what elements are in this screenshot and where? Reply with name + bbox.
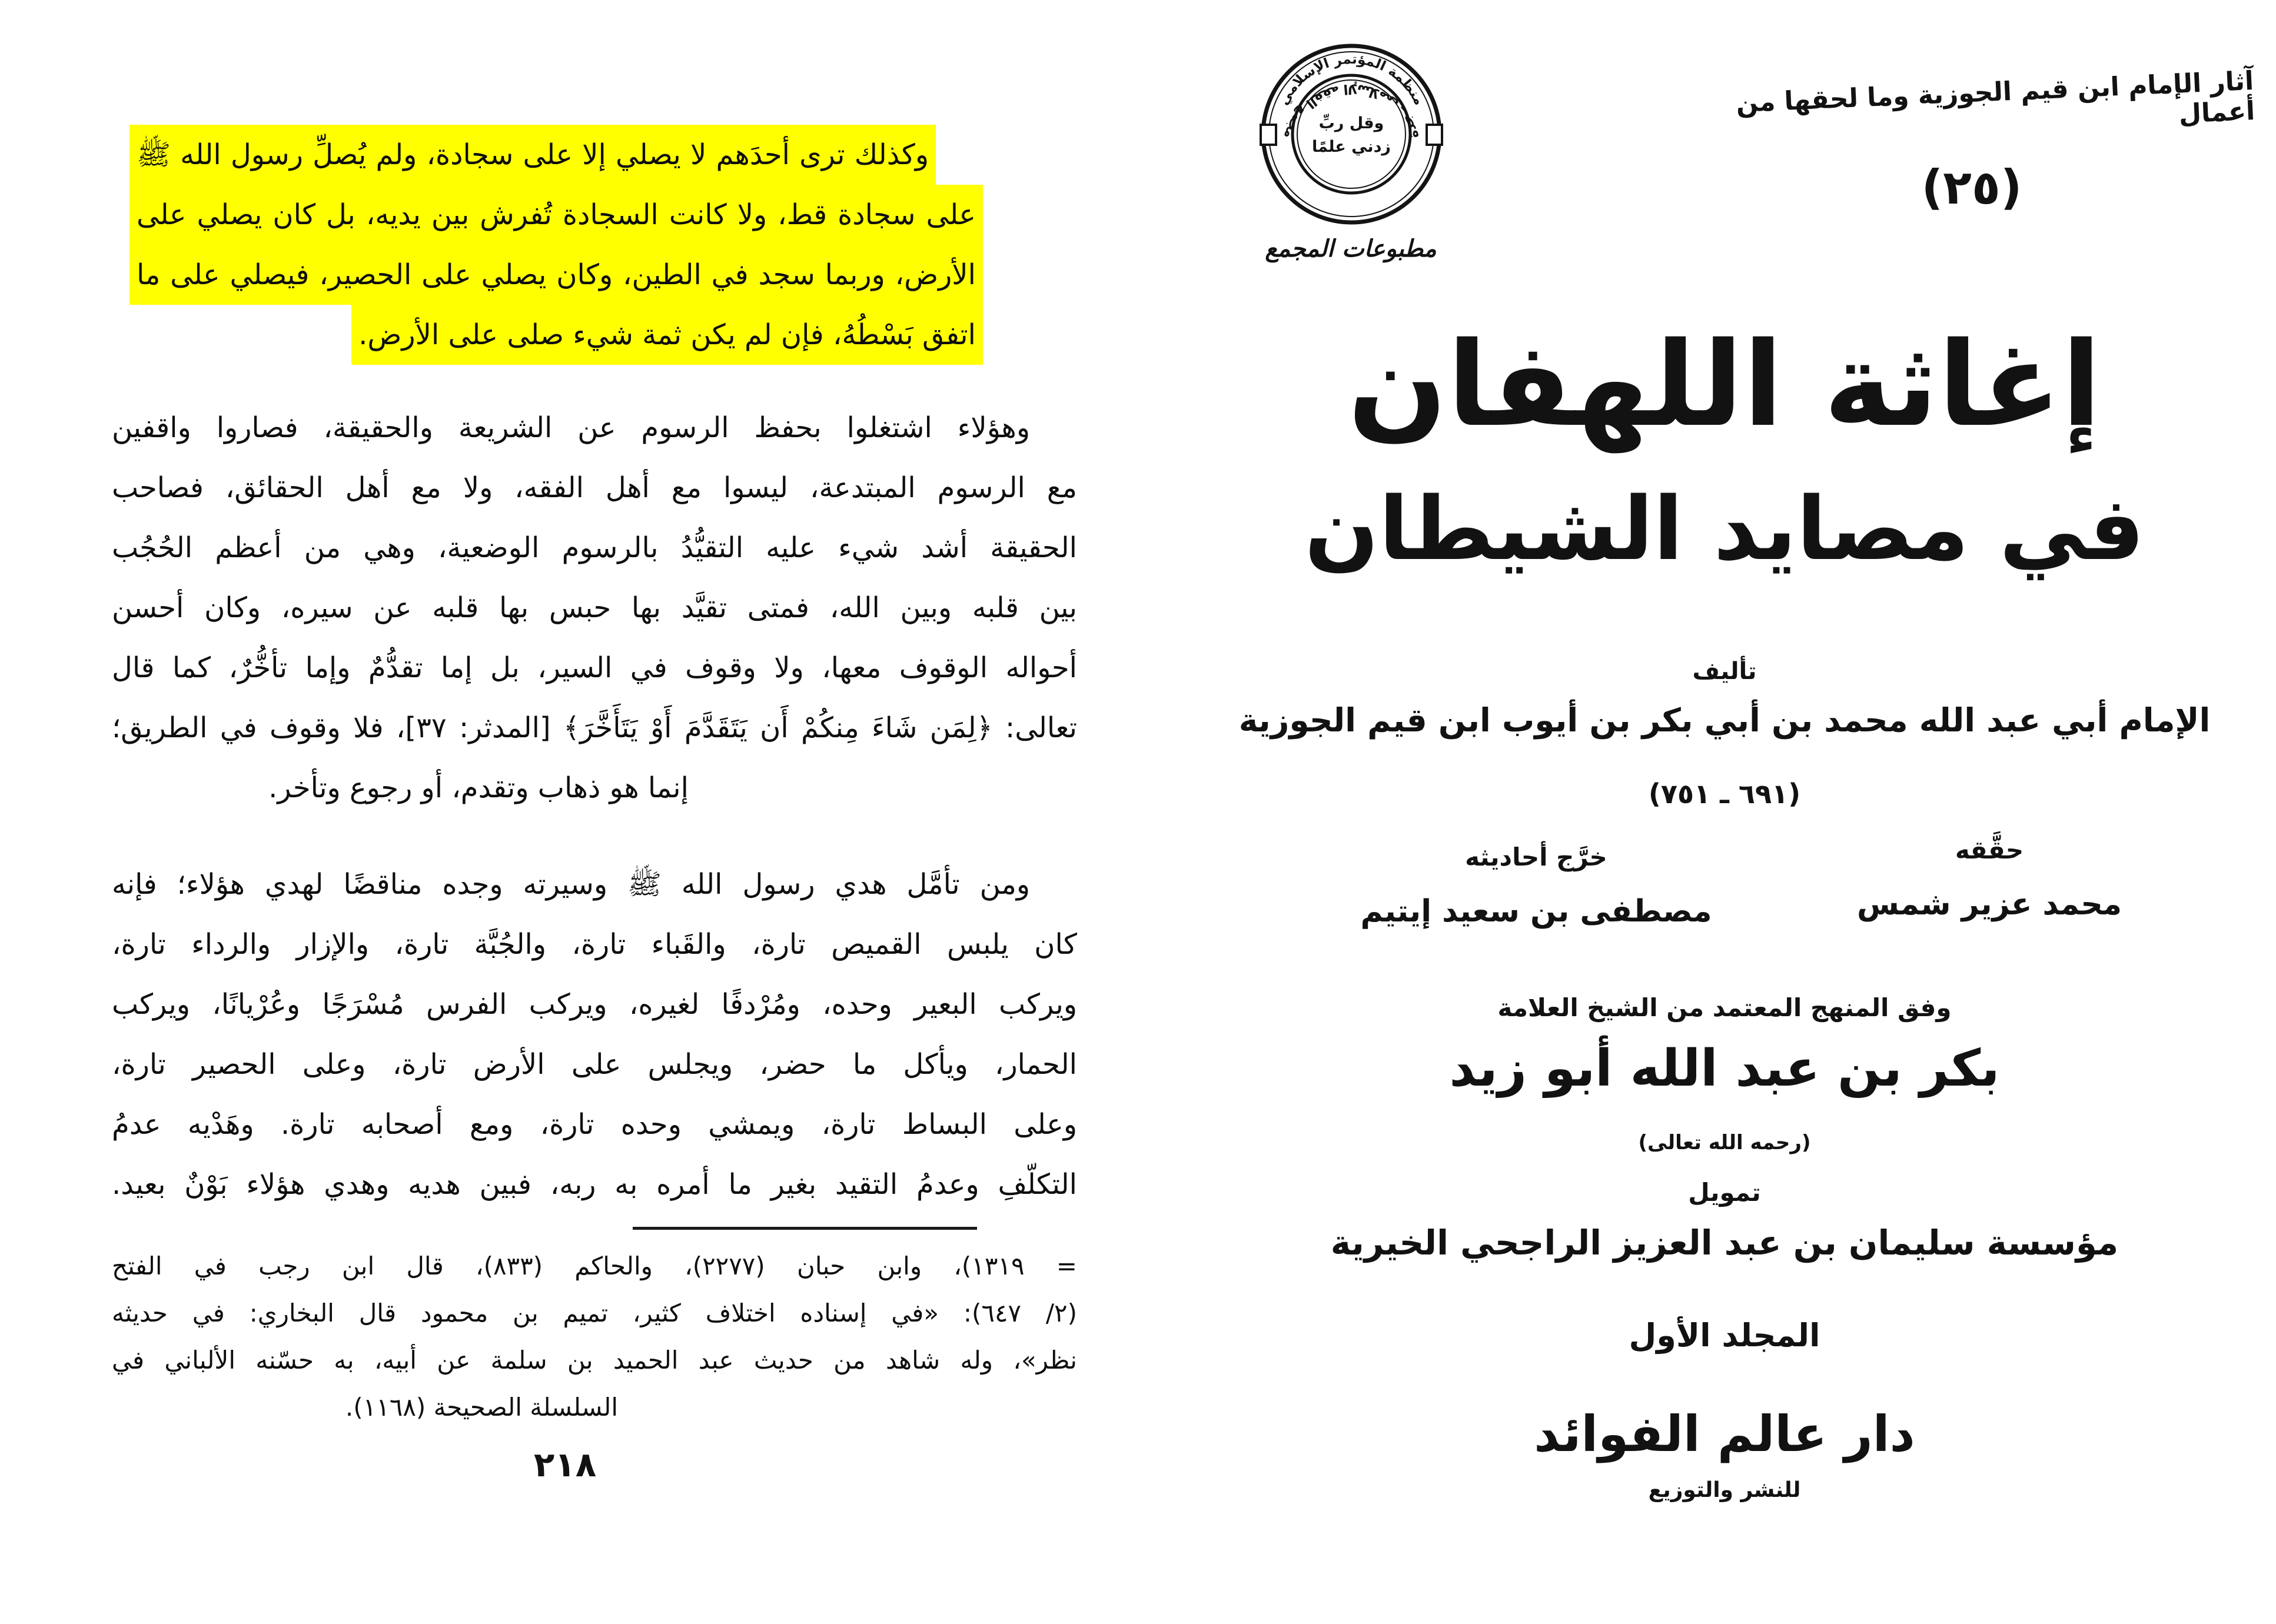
hadith-editor-name: مصطفى بن سعيد إيتيم [1360,894,1712,929]
page-number: ٢١٨ [533,1445,597,1485]
sheikh-name-calligraphy: بكر بن عبد الله أبو زيد [1449,1039,2000,1098]
volume-label: المجلد الأول [1629,1317,1820,1354]
body-line: كان يلبس القميص تارة، والقَباء تارة، والجُبَّة تارة، والإزار والرداء تارة، [112,928,1077,961]
series-header-calligraphy: آثار الإمام ابن قيم الجوزية وما لحقها من أعمال [1735,66,2256,129]
body-line: ويركب البعير وحده، ومُرْدفًا لغيره، ويركب الفرس مُسْرَجًا وعُرْيانًا، ويركب [112,988,1077,1021]
editor-label: حقَّقه [1955,836,2024,864]
body-line: ومن تأمَّل هدي رسول الله ﷺ وسيرته وجده مناقضًا لهدي هؤلاء؛ فإنه [112,868,1030,901]
highlight-line [129,245,983,305]
byline-label: تأليف [1692,658,1757,685]
body-line: الحقيقة أشد شيء عليه التقيُّدُ بالرسوم الوضعية، وهي من أعظم الحُجُب [112,531,1077,564]
footnote-line: (٢/ ٦٤٧): «في إسناده اختلاف كثير، تميم بن محمود قال البخاري: في حديثه [112,1299,1077,1327]
hadith-editor-credit-column [1360,843,1713,929]
seal-bottom-text: مجمع الفقه الإسلامي ـ جدة [1280,81,1423,141]
seal-center-text: وقل ربِّ [1318,114,1384,132]
highlighted-text: وكذلك ترى أحدَهم لا يصلي إلا على سجادة، ولم يُصلِّ رسول الله ﷺ [129,125,936,185]
seal-caption: مطبوعات المجمع [1265,235,1437,262]
publisher-logo-calligraphy: دار عالم الفوائد [1534,1405,1915,1463]
series-number: (٢٥) [1921,160,2022,215]
seal-center-text: زدني علمًا [1312,138,1391,156]
highlight-line [129,125,983,185]
highlighted-text: على سجادة قط، ولا كانت السجادة تُفرش بين يديه، بل كان يصلي على [129,185,983,245]
editor-credit-column [1813,836,2166,922]
left-page-text-column [112,125,1077,1214]
body-line: مع الرسوم المبتدعة، ليسوا مع أهل الفقه، ولا مع أهل الحقائق، فصاحب [112,471,1077,504]
footnote-separator-rule [633,1227,977,1230]
body-line: إنما هو ذهاب وتقدم، أو رجوع وتأخر. [268,771,689,804]
editor-name: محمد عزير شمس [1856,887,2122,922]
footnote-line: نظر»، وله شاهد من حديث عبد الحميد بن سلمة عن أبيه، به حسّنه الألباني في [112,1346,1077,1375]
body-line: وهؤلاء اشتغلوا بحفظ الرسوم عن الشريعة والحقيقة، فصاروا واقفين [112,411,1030,444]
highlight-line [129,185,983,245]
islamic-fiqh-academy-seal-icon [1260,42,1443,226]
body-paragraph [112,854,1077,1214]
footnote-line: = ١٣١٩)، وابن حبان (٢٢٧٧)، والحاكم (٨٣٣)، قال ابن رجب في الفتح [112,1252,1077,1280]
publisher-tagline: للنشر والتوزيع [1648,1478,1801,1502]
highlighted-text: الأرض، وربما سجد في الطين، وكان يصلي على الحصير، فيصلي على ما [129,245,983,305]
body-line: أحواله الوقوف معها، ولا وقوف في السير، بل إما تقدُّمٌ وإما تأخُّرٌ، كما قال [112,651,1077,684]
body-line: بين قلبه وبين الله، فمتى تقيَّد بها حبس بها قلبه عن سيره، وكان أحسن [112,591,1077,624]
book-title-line-1: إغاثة اللهفان [1347,317,2102,452]
author-name: الإمام أبي عبد الله محمد بن أبي بكر بن أيوب ابن قيم الجوزية [1238,701,2211,739]
body-line: التكلّفِ وعدمُ التقيد بغير ما أمره به ربه، فبين هديه وهدي هؤلاء بَوْنٌ بعيد. [112,1168,1077,1201]
highlighted-text: اتفق بَسْطُهُ، فإن لم يكن ثمة شيء صلى على الأرض. [351,305,983,365]
highlight-line [129,305,983,365]
footnote-line: السلسلة الصحيحة (١١٦٨). [345,1393,618,1422]
hadith-editor-label: خرَّج أحاديثه [1465,843,1607,871]
body-line: وعلى البساط تارة، ويمشي وحده تارة، ومع أصحابه تارة. وهَدْيه عدمُ [112,1108,1077,1141]
book-title-line-2: في مصايد الشيطان [1304,478,2145,580]
author-dates: (٦٩١ ـ ٧٥١) [1648,778,1801,810]
body-line-quran-verse: تعالى: ﴿لِمَن شَاءَ مِنكُمْ أَن يَتَقَدَّمَ أَوْ يَتَأَخَّرَ﴾ [المدثر: ٣٧]، فلا وقوف في الطريق؛ [112,711,1078,744]
footnote-block [112,1243,1077,1431]
sheikh-honorific: (رحمه الله تعالى) [1638,1131,1811,1154]
body-line: الحمار، ويأكل ما حضر، ويجلس على الأرض تارة، وعلى الحصير تارة، [112,1048,1077,1081]
highlighted-paragraph [129,125,983,365]
methodology-line: وفق المنهج المعتمد من الشيخ العلامة [1497,993,1952,1022]
body-paragraph [112,398,1077,818]
seal-top-text: منظمة المؤتمر الإسلامي [1275,51,1427,108]
funding-label: تمويل [1688,1178,1761,1207]
funder-name: مؤسسة سليمان بن عبد العزيز الراجحي الخيرية [1330,1223,2119,1263]
